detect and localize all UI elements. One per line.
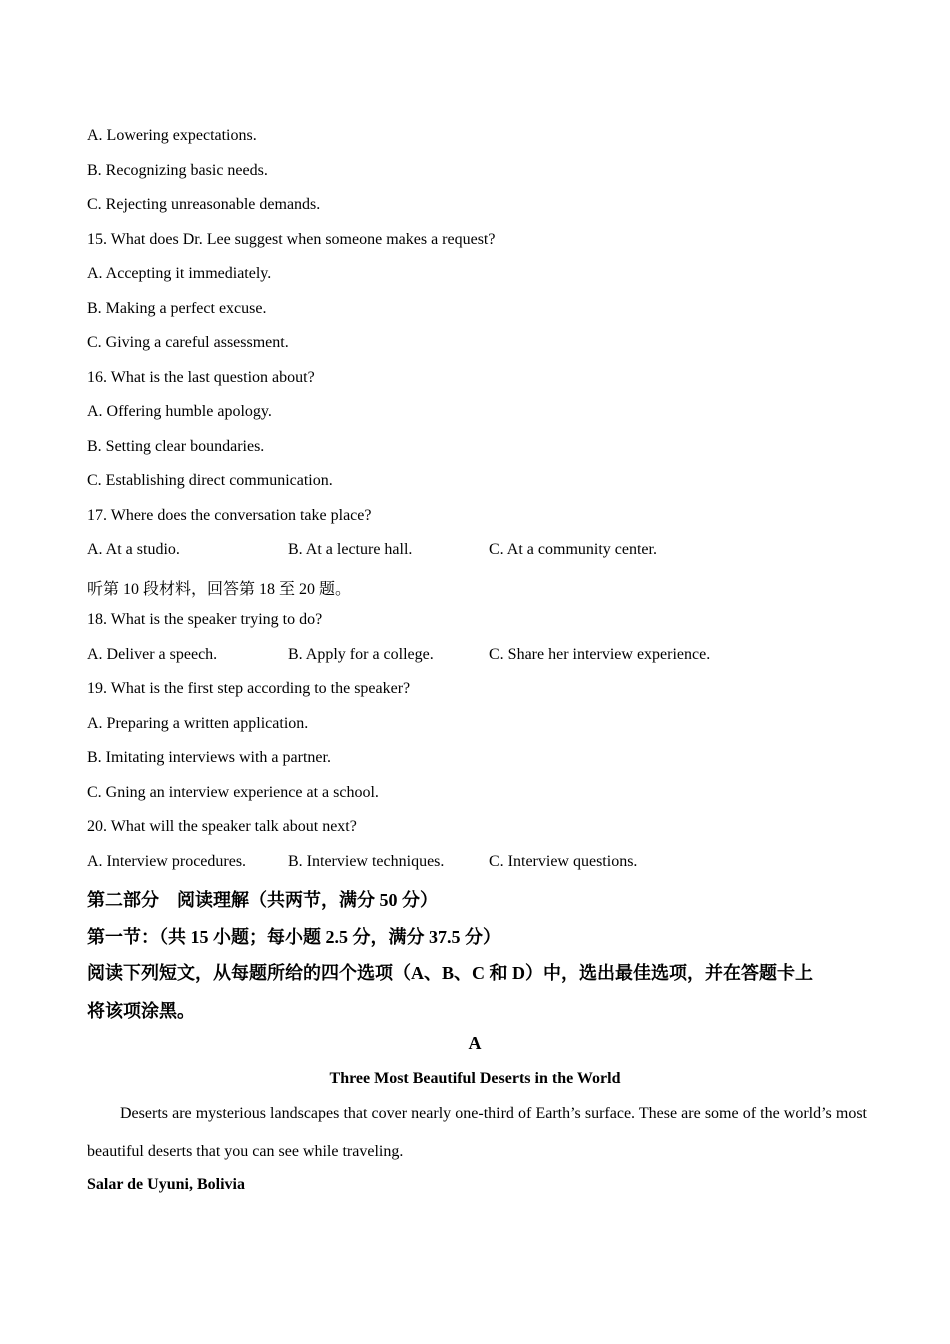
section10-instruction: 听第 10 段材料，回答第 18 至 20 题。 — [87, 581, 352, 598]
passage-title: Three Most Beautiful Deserts in the World — [329, 1070, 621, 1087]
passage-subheading: Salar de Uyuni, Bolivia — [87, 1176, 245, 1193]
q16-option-b: B. Setting clear boundaries. — [87, 438, 265, 455]
q16-option-a: A. Offering humble apology. — [87, 403, 272, 420]
section1-heading: 第一节：（共 15 小题；每小题 2.5 分，满分 37.5 分） — [87, 927, 501, 947]
q20-question: 20. What will the speaker talk about next? — [87, 818, 357, 835]
reading-instruction-line2: 将该项涂黑。 — [87, 1001, 195, 1021]
q15-option-b: B. Making a perfect excuse. — [87, 300, 267, 317]
passage-intro: Deserts are mysterious landscapes that cover nearly one-third of Earth’s surface. These are some of the world’s most beautiful deserts that you can see while traveling. — [87, 1105, 867, 1160]
q15-option-a: A. Accepting it immediately. — [87, 265, 272, 282]
q15-question: 15. What does Dr. Lee suggest when someone makes a request? — [87, 231, 496, 248]
q18-question: 18. What is the speaker trying to do? — [87, 611, 323, 628]
q20-option-c: C. Interview questions. — [489, 853, 638, 870]
q19-option-c: C. Gning an interview experience at a school. — [87, 784, 379, 801]
q17-option-c: C. At a community center. — [489, 541, 657, 558]
q15-option-c: C. Giving a careful assessment. — [87, 334, 289, 351]
q19-question: 19. What is the first step according to the speaker? — [87, 680, 411, 697]
q14-option-b: B. Recognizing basic needs. — [87, 162, 268, 179]
q14-option-c: C. Rejecting unreasonable demands. — [87, 196, 321, 213]
q18-option-b: B. Apply for a college. — [288, 646, 434, 663]
q20-option-b: B. Interview techniques. — [288, 853, 445, 870]
q19-option-b: B. Imitating interviews with a partner. — [87, 749, 331, 766]
part2-heading: 第二部分 阅读理解（共两节，满分 50 分） — [87, 890, 438, 910]
q17-question: 17. Where does the conversation take place? — [87, 507, 372, 524]
reading-instruction-line1: 阅读下列短文，从每题所给的四个选项（A、B、C 和 D）中，选出最佳选项，并在答题卡上 — [87, 963, 813, 983]
q16-question: 16. What is the last question about? — [87, 369, 315, 386]
q18-option-c: C. Share her interview experience. — [489, 646, 711, 663]
q19-option-a: A. Preparing a written application. — [87, 715, 309, 732]
q17-option-a: A. At a studio. — [87, 541, 180, 558]
q14-option-a: A. Lowering expectations. — [87, 127, 257, 144]
passage-letter: A — [468, 1033, 482, 1053]
q20-option-a: A. Interview procedures. — [87, 853, 247, 870]
q16-option-c: C. Establishing direct communication. — [87, 472, 333, 489]
q17-option-b: B. At a lecture hall. — [288, 541, 413, 558]
q18-option-a: A. Deliver a speech. — [87, 646, 218, 663]
